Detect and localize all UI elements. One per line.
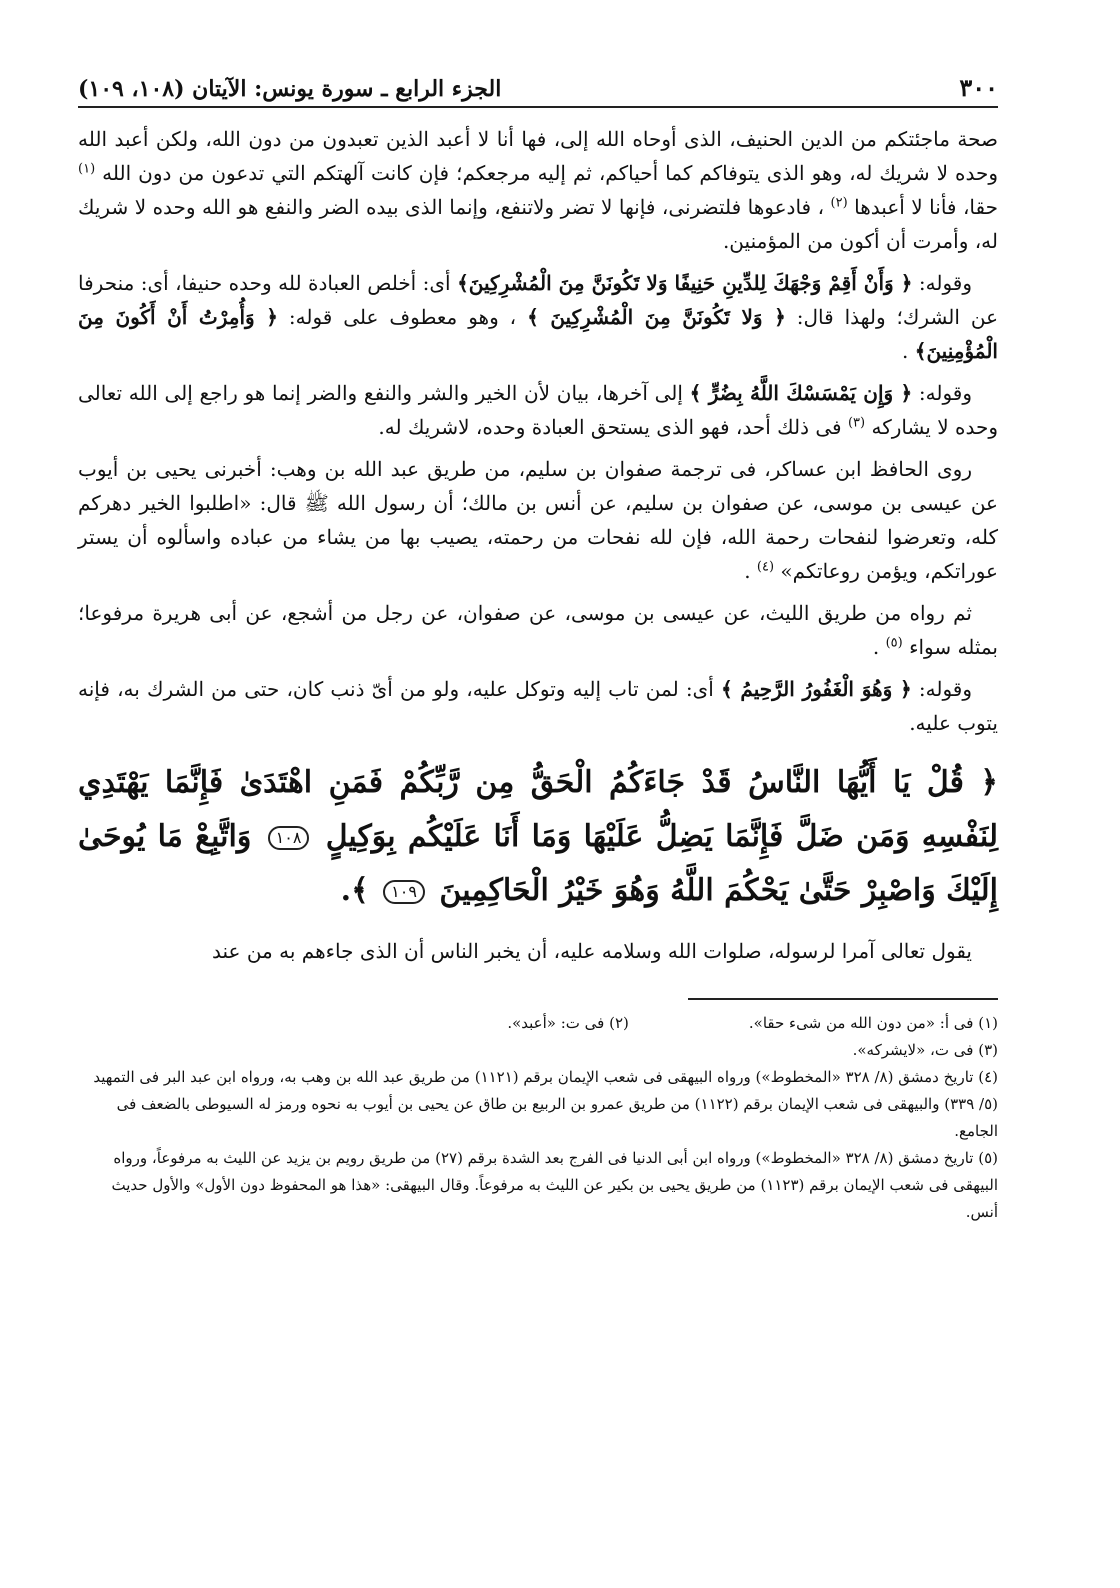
footnote-ref: (٢) <box>830 195 848 211</box>
paragraph-text: . <box>902 339 909 363</box>
paragraph-4 <box>78 452 998 588</box>
paragraph-text: ثم رواه من طريق الليث، عن عيسى بن موسى، عن صفوان، عن رجل من أشجع، عن أبى هريرة مرفوعا؛ بمثله سواء <box>78 601 998 659</box>
paragraph-2 <box>78 266 998 368</box>
paragraph-text: صحة ماجئتكم من الدين الحنيف، الذى أوحاه الله إلى، فها أنا لا أعبد الذين تعبدون من دون الله، ولكن أعبد الله وحده لا شريك له، وهو الذى يتوفاكم كما أحياكم، ثم إليه مرجعكم؛ فإن كانت آلهتكم التي تدعون من دون الله <box>78 127 998 185</box>
verse-block <box>78 756 998 918</box>
paragraph-text: فى ذلك أحد، فهو الذى يستحق العبادة وحده، لاشريك له. <box>378 415 842 439</box>
paragraph-text: إلى آخرها، بيان لأن الخير والشر والنفع والضر إنما هو راجع إلى الله تعالى وحده لا يشاركه <box>78 381 998 439</box>
ayah-number-marker: ١٠٩ <box>383 880 425 904</box>
footnote-ref: (٤) <box>756 559 775 575</box>
paragraph-text: وقوله: <box>911 677 972 701</box>
paragraph-text: وقوله: <box>912 271 973 295</box>
footnote-2: (٢) فى ت: «أعبد». <box>507 1014 629 1032</box>
paragraph-text: أى: أخلص العبادة لله وحده حنيفا، أى: منحرفا عن الشرك؛ ولهذا قال: <box>78 271 999 329</box>
quran-quote: ﴿ وَأَنْ أَقِمْ وَجْهَكَ لِلدِّينِ حَنِيفًا وَلا تَكُونَنَّ مِنَ الْمُشْرِكِينَ﴾ <box>457 271 913 295</box>
paragraph-6 <box>78 672 998 740</box>
footnote-ref: (٣) <box>847 415 866 431</box>
paragraph-text: روى الحافظ ابن عساكر، فى ترجمة صفوان بن سليم، من طريق عبد الله بن وهب: أخبرنى يحيى بن أيوب عن عيسى بن موسى، عن صفوان بن سليم، عن أنس بن مالك؛ أن رسول الله ﷺ قال: «اطلبوا الخير دهركم كله، وتعرضوا لنفحات رحمة الله، فإن لله نفحات من رحمته، يصيب بها من يشاء من عباده واسألوه أن يستر عوراتكم، ويؤمن روعاتكم» <box>78 457 999 583</box>
quran-quote: ﴿ وَلا تَكُونَنَّ مِنَ الْمُشْرِكِينَ ﴾ <box>527 305 786 329</box>
paragraph-text: ، فادعوها فلتضرنى، فإنها لا تضر ولاتنفع، وإنما الذى بيده الضر والنفع هو الله وحده لا شريك له، وأمرت أن أكون من المؤمنين. <box>78 195 998 253</box>
paragraph-text: أى: لمن تاب إليه وتوكل عليه، ولو من أىّ ذنب كان، حتى من الشرك به، فإنه يتوب عليه. <box>78 677 998 735</box>
page-number: ٣٠٠ <box>959 73 998 102</box>
paragraph-text: . <box>872 635 880 659</box>
verse-text: وَاتَّبِعْ مَا يُوحَىٰ إِلَيْكَ وَاصْبِرْ حَتَّىٰ يَحْكُمَ اللَّهُ وَهُوَ خَيْرُ الْحَاكِمِينَ <box>78 819 998 908</box>
quran-quote: ﴿ وَهُوَ الْغَفُورُ الرَّحِيمُ ﴾ <box>720 677 912 701</box>
paragraph-3 <box>78 376 998 444</box>
footnote-divider <box>688 998 998 1000</box>
header-title: الجزء الرابع ـ سورة يونس: الآيتان (١٠٨، ١٠٩) <box>78 76 502 102</box>
quran-quote: ﴿ وَإِن يَمْسَسْكَ اللَّهُ بِضُرٍّ ﴾ <box>689 381 913 405</box>
footnotes <box>78 1010 998 1226</box>
paragraph-text: . <box>744 559 751 583</box>
quran-quote: ﴿ وَأُمِرْتُ أَنْ أَكُونَ مِنَ الْمُؤْمِنِينَ﴾ <box>78 305 998 363</box>
paragraph-text: حقا، فأنا لا أعبدها <box>854 195 998 219</box>
ayah-number-marker: ١٠٨ <box>268 826 310 850</box>
footnote-5: (٥) تاريخ دمشق (٨/ ٣٢٨ «المخطوط») ورواه ابن أبى الدنيا فى الفرج بعد الشدة برقم (٢٧) من طريق رويم بن يزيد عن الليث به مرفوعاً، ورواه البيهقى فى شعب الإيمان برقم (١١٢٣) من طريق يحيى بن بكير عن الليث به مرفوعاً. وقال البيهقى: «هذا هو المحفوظ دون الأول» والأول حديث أنس. <box>111 1149 998 1221</box>
paragraph-1 <box>78 122 998 258</box>
footnote-ref: (٥) <box>885 635 903 651</box>
paragraph-text: ، وهو معطوف على قوله: <box>277 305 517 329</box>
paragraph-7: يقول تعالى آمرا لرسوله، صلوات الله وسلامه عليه، أن يخبر الناس أن الذى جاءهم به من عند <box>212 939 972 963</box>
book-page <box>78 62 998 1562</box>
footnote-row <box>78 1010 998 1037</box>
footnote-3: (٣) فى ت، «لايشركه». <box>852 1041 998 1059</box>
footnote-1: (١) فى أ: «من دون الله من شىء حقا». <box>748 1014 998 1032</box>
footnote-4: (٤) تاريخ دمشق (٨/ ٣٢٨ «المخطوط») ورواه البيهقى فى شعب الإيمان برقم (١١٢١) من طريق عبد الله بن وهب به، ورواه ابن عبد البر فى التمهيد (٥/ ٣٣٩) والبيهقى فى شعب الإيمان برقم (١١٢٢) من طريق عمرو بن الربيع بن طاق عن يحيى بن أيوب به نحوه ورمز له السيوطى بالضعف فى الجامع. <box>93 1068 998 1140</box>
paragraph-text: وقوله: <box>912 381 973 405</box>
main-text <box>78 122 998 968</box>
verse-text: ﴿ قُلْ يَا أَيُّهَا النَّاسُ قَدْ جَاءَكُمُ الْحَقُّ مِن رَّبِّكُمْ فَمَنِ اهْتَدَىٰ فَإِنَّمَا يَهْتَدِي لِنَفْسِهِ وَمَن ضَلَّ فَإِنَّمَا يَضِلُّ عَلَيْهَا وَمَا أَنَا عَلَيْكُم بِوَكِيلٍ <box>78 765 999 854</box>
running-header <box>78 62 998 108</box>
paragraph-5 <box>78 596 998 664</box>
verse-text: ﴾. <box>340 873 369 908</box>
footnote-ref: (١) <box>78 161 96 177</box>
